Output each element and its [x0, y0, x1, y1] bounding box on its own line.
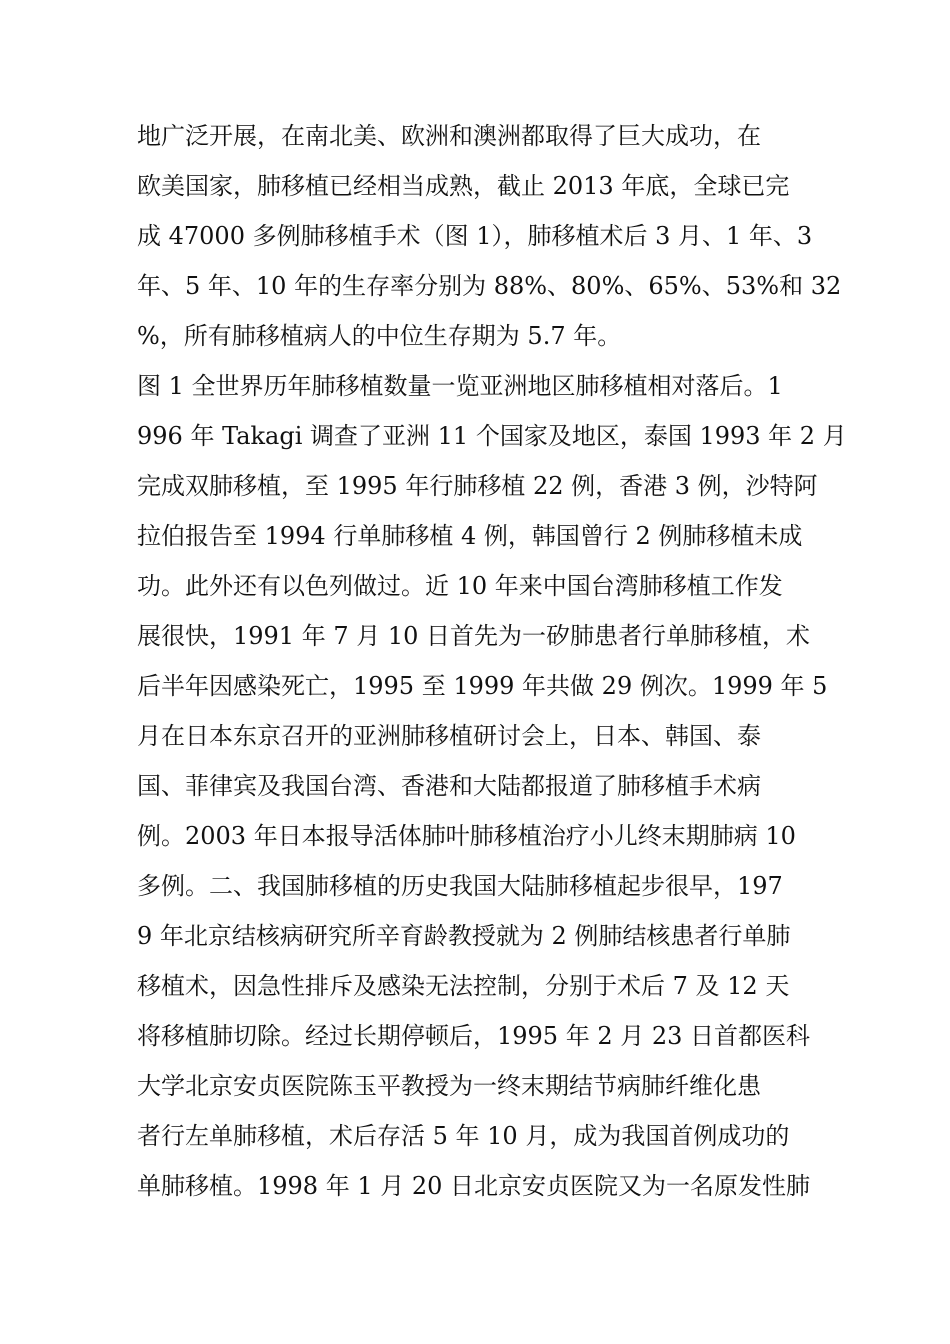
text-line: 年、5 年、10 年的生存率分别为 88%、80%、65%、53%和 32: [137, 272, 842, 300]
text-line: %，所有肺移植病人的中位生存期为 5.7 年。: [137, 322, 622, 350]
text-line: 完成双肺移植，至 1995 年行肺移植 22 例，香港 3 例，沙特阿: [137, 472, 818, 500]
text-line: 大学北京安贞医院陈玉平教授为一终末期结节病肺纤维化患: [137, 1072, 761, 1100]
text-line: 后半年因感染死亡，1995 至 1999 年共做 29 例次。1999 年 5: [137, 672, 828, 700]
text-line: 功。此外还有以色列做过。近 10 年来中国台湾肺移植工作发: [137, 572, 783, 600]
text-line: 国、菲律宾及我国台湾、香港和大陆都报道了肺移植手术病: [137, 772, 761, 800]
text-line: 地广泛开展，在南北美、欧洲和澳洲都取得了巨大成功，在: [137, 122, 761, 150]
paragraph-survival-rates: [137, 111, 842, 361]
text-line: 拉伯报告至 1994 行单肺移植 4 例，韩国曾行 2 例肺移植未成: [137, 522, 803, 550]
text-line: 例。2003 年日本报导活体肺叶肺移植治疗小儿终末期肺病 10: [137, 822, 796, 850]
text-line: 996 年 Takagi 调查了亚洲 11 个国家及地区，泰国 1993 年 2 月: [137, 422, 847, 450]
text-line: 月在日本东京召开的亚洲肺移植研讨会上，日本、韩国、泰: [137, 722, 761, 750]
text-line: 9 年北京结核病研究所辛育龄教授就为 2 例肺结核患者行单肺: [137, 922, 791, 950]
text-line: 图 1 全世界历年肺移植数量一览亚洲地区肺移植相对落后。1: [137, 372, 783, 400]
text-line: 将移植肺切除。经过长期停顿后，1995 年 2 月 23 日首都医科: [137, 1022, 811, 1050]
text-line: 欧美国家，肺移植已经相当成熟，截止 2013 年底，全球已完: [137, 172, 790, 200]
text-line: 成 47000 多例肺移植手术（图 1），肺移植术后 3 月、1 年、3: [137, 222, 813, 250]
text-line: 移植术，因急性排斥及感染无法控制，分别于术后 7 及 12 天: [137, 972, 790, 1000]
text-line: 者行左单肺移植，术后存活 5 年 10 月，成为我国首例成功的: [137, 1122, 790, 1150]
paragraph-asia-history: [137, 361, 847, 1211]
text-line: 展很快，1991 年 7 月 10 日首先为一矽肺患者行单肺移植，术: [137, 622, 811, 650]
text-line: 单肺移植。1998 年 1 月 20 日北京安贞医院又为一名原发性肺: [137, 1172, 811, 1200]
text-line: 多例。二、我国肺移植的历史我国大陆肺移植起步很早，197: [137, 872, 783, 900]
